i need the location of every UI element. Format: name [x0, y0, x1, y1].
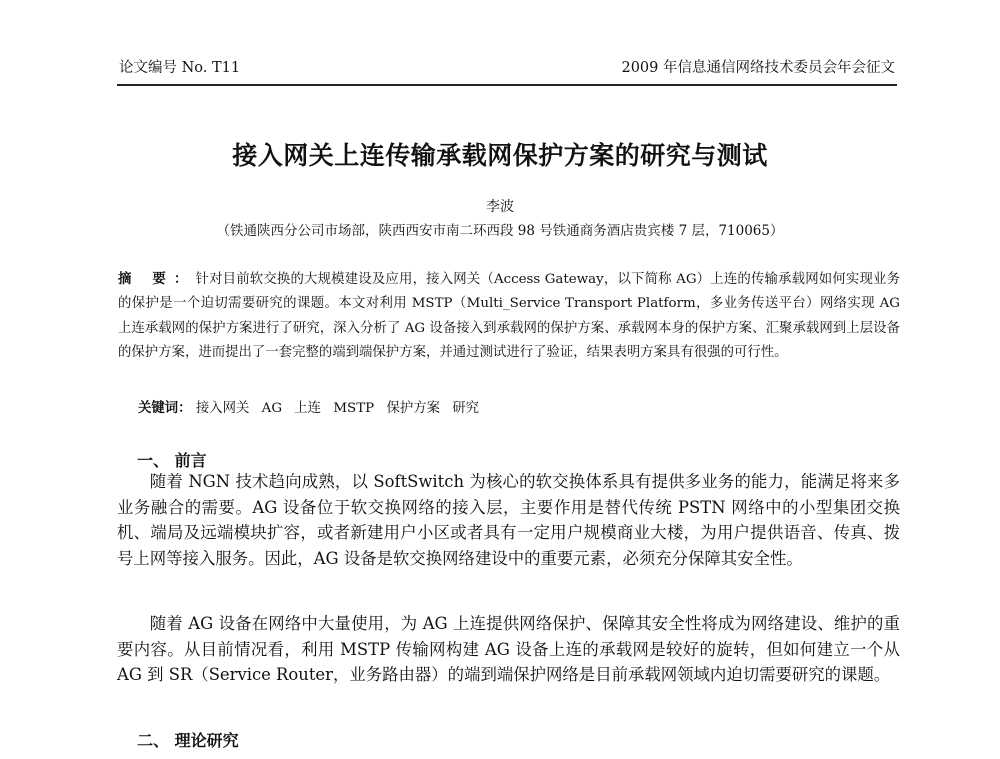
affiliation: （铁通陕西分公司市场部，陕西西安市南二环西段 98 号铁通商务酒店贵宾楼 7 层，710065） — [216, 223, 784, 239]
keyword: AG — [261, 401, 283, 416]
body-paragraph: 随着 NGN 技术趋向成熟，以 SoftSwitch 为核心的软交换体系具有提供多业务的能力，能满足将来多业务融合的需要。AG 设备位于软交换网络的接入层，主要作用是替代传统 PSTN 网络中的小型集团交换机、端局及远端模块扩容，或者新建用户小区或者具有一定用户规模商业大楼，为用户提供语音、传真、拨号上网等接入服务。因此，AG 设备是软交换网络建设中的重要元素，必须充分保障其安全性。 — [117, 472, 900, 568]
keyword: MSTP — [333, 401, 375, 416]
section-heading-intro: 一、 前言 — [137, 451, 207, 470]
body-paragraph: 随着 AG 设备在网络中大量使用，为 AG 上连提供网络保护、保障其安全性将成为网络建设、维护的重要内容。从目前情况看，利用 MSTP 传输网构建 AG 设备上连的承载网是较好的旋转，但如何建立一个从 AG 到 SR（Service Router，业务路由器）的端到端保护网络是目前承载网领域内迫切需要研究的课题。 — [117, 614, 900, 685]
keyword: 上连 — [294, 401, 322, 416]
keyword: 研究 — [452, 401, 480, 416]
abstract-label: 摘 要： — [118, 271, 196, 287]
abstract — [118, 267, 900, 365]
abstract-text: 针对目前软交换的大规模建设及应用，接入网关（Access Gateway，以下简称 AG）上连的传输承载网如何实现业务的保护是一个迫切需要研究的课题。本文对利用 MSTP（Multi_Service Transport Platform，多业务传送平台）网络实现 AG 上连承载网的保护方案进行了研究，深入分析了 AG 设备接入到承载网的保护方案、承载网本身的保护方案、汇聚承载网到上层设备的保护方案，进而提出了一套完整的端到端保护方案，并通过测试进行了验证，结果表明方案具有很强的可行性。 — [118, 272, 900, 360]
header-rule — [117, 84, 897, 86]
keywords — [138, 397, 487, 416]
author: 李波 — [486, 199, 514, 215]
keywords-label: 关键词： — [138, 400, 192, 416]
keyword: 接入网关 — [195, 401, 250, 416]
keyword: 保护方案 — [386, 401, 440, 416]
section-heading-theory: 二、 理论研究 — [137, 731, 239, 750]
paper-number: 论文编号 No. T11 — [119, 60, 241, 76]
paper-title: 接入网关上连传输承载网保护方案的研究与测试 — [232, 141, 768, 170]
conference-title: 2009 年信息通信网络技术委员会年会征文 — [621, 60, 895, 76]
